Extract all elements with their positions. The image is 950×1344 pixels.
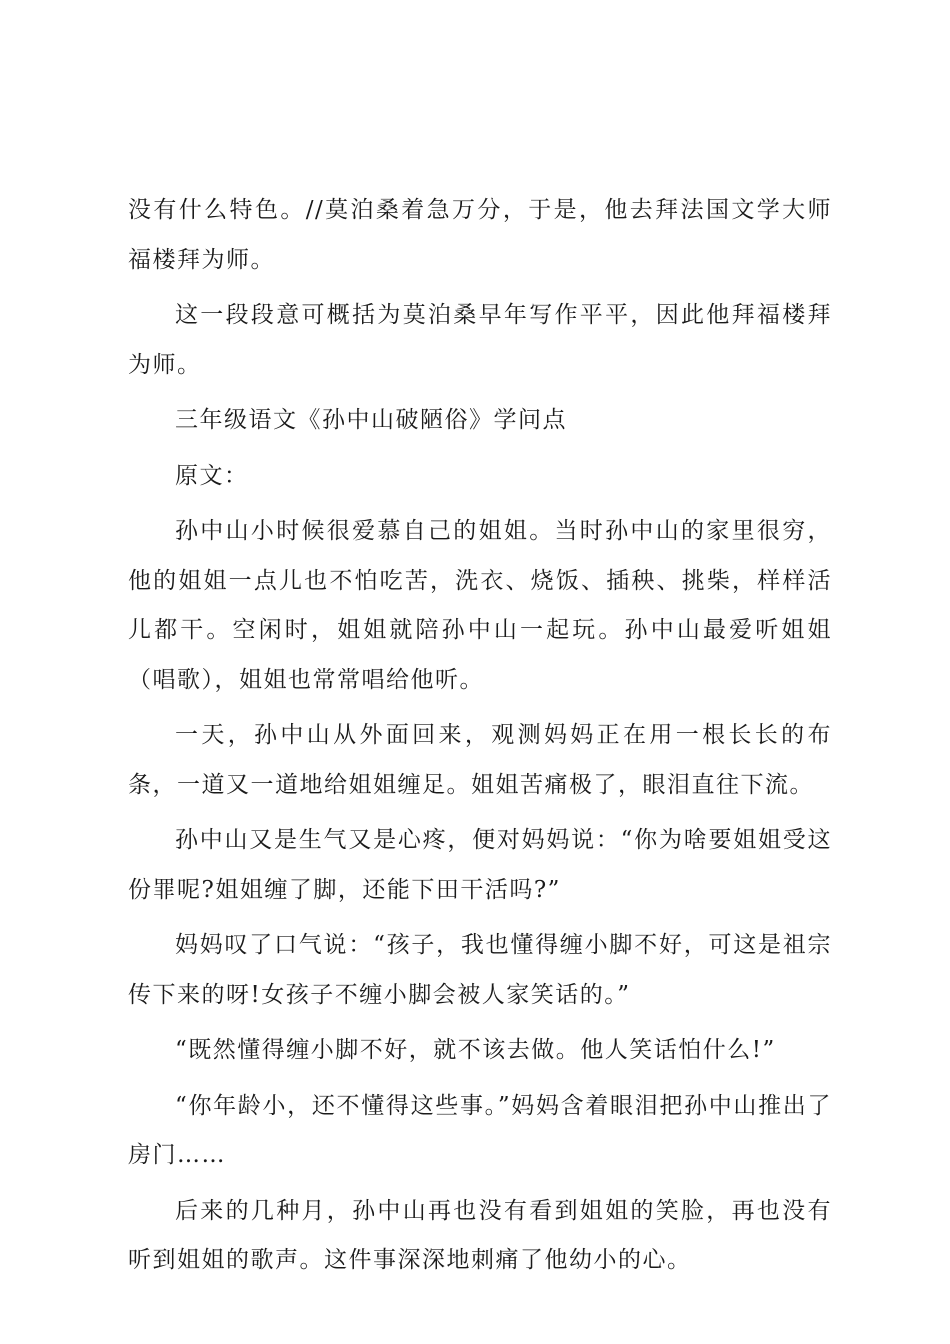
- section-heading: 三年级语文《孙中山破陋俗》学问点: [175, 407, 567, 433]
- document-body: [128, 186, 832, 1286]
- paragraph-summary: 这一段段意可概括为莫泊桑早年写作平平，因此他拜福楼拜为师。: [128, 302, 832, 378]
- paragraph-story-1: 孙中山小时候很爱慕自己的姐姐。当时孙中山的家里很穷，他的姐姐一点儿也不怕吃苦，洗衣、烧饭、插秧、挑柴，样样活儿都干。空闲时，姐姐就陪孙中山一起玩。孙中山最爱听姐姐（唱歌），姐姐也常常唱给他听。: [128, 518, 832, 693]
- paragraph-story-3: 孙中山又是生气又是心疼，便对妈妈说：“你为啥要姐姐受这份罪呢?姐姐缠了脚，还能下田干活吗?”: [128, 827, 832, 903]
- paragraph-story-5: “既然懂得缠小脚不好，就不该去做。他人笑话怕什么!”: [175, 1037, 776, 1063]
- paragraph-story-4: 妈妈叹了口气说：“孩子，我也懂得缠小脚不好，可这是祖宗传下来的呀!女孩子不缠小脚会被人家笑话的。”: [128, 932, 832, 1008]
- paragraph-story-2: 一天，孙中山从外面回来，观测妈妈正在用一根长长的布条，一道又一道地给姐姐缠足。姐姐苦痛极了，眼泪直往下流。: [128, 722, 832, 798]
- original-text-label: 原文：: [175, 462, 249, 489]
- paragraph-story-7: 后来的几种月，孙中山再也没有看到姐姐的笑脸，再也没有听到姐姐的歌声。这件事深深地刺痛了他幼小的心。: [128, 1197, 832, 1273]
- paragraph-continuation: 没有什么特色。//莫泊桑着急万分，于是，他去拜法国文学大师福楼拜为师。: [128, 197, 832, 273]
- paragraph-story-6: “你年龄小，还不懂得这些事。”妈妈含着眼泪把孙中山推出了房门……: [128, 1092, 832, 1168]
